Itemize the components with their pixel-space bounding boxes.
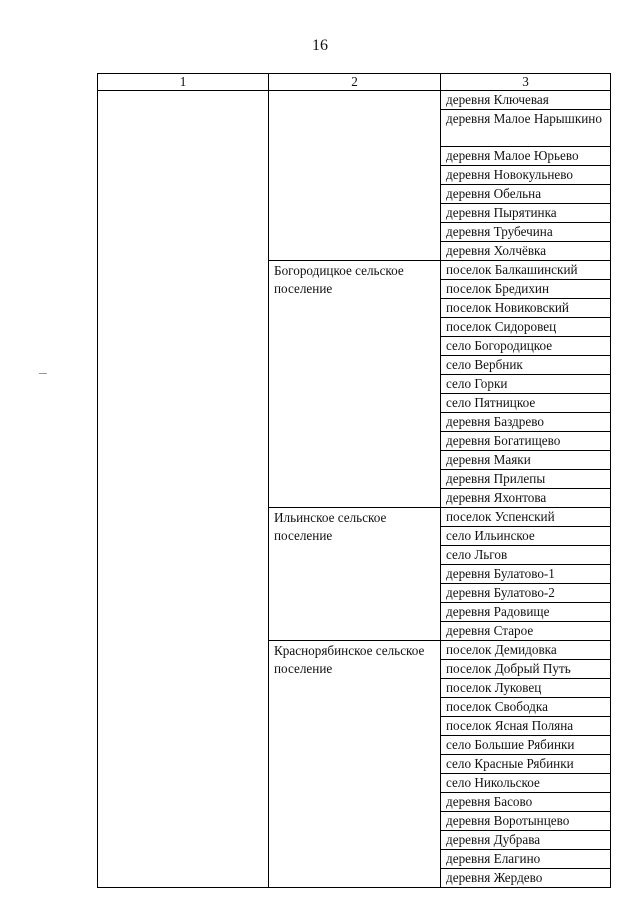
settlement-name: поселок Балкашинский (441, 261, 610, 280)
group-cell (269, 91, 441, 261)
settlement-name: деревня Баздрево (441, 413, 610, 432)
settlement-name: деревня Обельна (441, 185, 610, 204)
group-label: Краснорябинское сельское поселение (274, 643, 425, 676)
settlement-name: деревня Жердево (446, 870, 543, 885)
district-cell (98, 91, 269, 888)
settlements-cell (441, 508, 611, 641)
settlement-name: деревня Ключевая (441, 91, 610, 110)
table-body (98, 91, 611, 888)
settlement-name: деревня Басово (441, 793, 610, 812)
settlements-cell (441, 641, 611, 888)
group-cell (269, 508, 441, 641)
settlement-name: село Красные Рябинки (441, 755, 610, 774)
settlement-name: деревня Холчёвка (446, 243, 547, 258)
settlement-name: деревня Яхонтова (446, 490, 547, 505)
header-col-1: 1 (98, 74, 269, 91)
table-row (98, 91, 611, 261)
settlement-name: поселок Бредихин (441, 280, 610, 299)
settlement-name: деревня Прилепы (441, 470, 610, 489)
settlement-name: поселок Демидовка (441, 641, 610, 660)
header-col-3: 3 (441, 74, 611, 91)
margin-mark (39, 373, 47, 374)
group-cell (269, 261, 441, 508)
settlement-name: деревня Елагино (441, 850, 610, 869)
settlements-cell (441, 261, 611, 508)
settlement-name: деревня Новокульнево (441, 166, 610, 185)
settlement-name: село Никольское (441, 774, 610, 793)
settlement-name: деревня Богатищево (441, 432, 610, 451)
header-col-2: 2 (269, 74, 441, 91)
settlement-name: поселок Свободка (441, 698, 610, 717)
settlement-name: село Льгов (441, 546, 610, 565)
group-label: Богородицкое сельское поселение (274, 263, 404, 296)
settlement-name: деревня Пырятинка (441, 204, 610, 223)
settlement-name: поселок Добрый Путь (441, 660, 610, 679)
settlement-name: деревня Маяки (441, 451, 610, 470)
settlement-name: поселок Ясная Поляна (441, 717, 610, 736)
page-number: 16 (312, 37, 328, 54)
settlements-table (97, 73, 611, 888)
settlement-name: поселок Сидоровец (441, 318, 610, 337)
settlements-cell (441, 91, 611, 261)
settlement-name: поселок Новиковский (441, 299, 610, 318)
group-label (269, 91, 440, 92)
settlement-name: село Ильинское (441, 527, 610, 546)
settlement-name: село Большие Рябинки (441, 736, 610, 755)
settlement-name: деревня Дубрава (441, 831, 610, 850)
group-cell (269, 641, 441, 888)
group-label: Ильинское сельское поселение (274, 510, 387, 543)
settlement-name: поселок Луковец (441, 679, 610, 698)
settlement-name: село Вербник (441, 356, 610, 375)
settlement-name: деревня Старое (446, 623, 534, 638)
settlement-name: деревня Радовище (441, 603, 610, 622)
settlement-name: село Пятницкое (441, 394, 610, 413)
header-row (98, 74, 611, 91)
settlement-name: село Горки (441, 375, 610, 394)
settlement-name: деревня Воротынцево (441, 812, 610, 831)
settlement-name: село Богородицкое (441, 337, 610, 356)
settlement-name: деревня Булатово-1 (441, 565, 610, 584)
settlement-name: деревня Трубечина (441, 223, 610, 242)
settlement-name: деревня Малое Юрьево (441, 147, 610, 166)
settlement-name: поселок Успенский (441, 508, 610, 527)
settlement-name: деревня Малое Нарышкино (441, 110, 610, 147)
settlement-name: деревня Булатово-2 (441, 584, 610, 603)
